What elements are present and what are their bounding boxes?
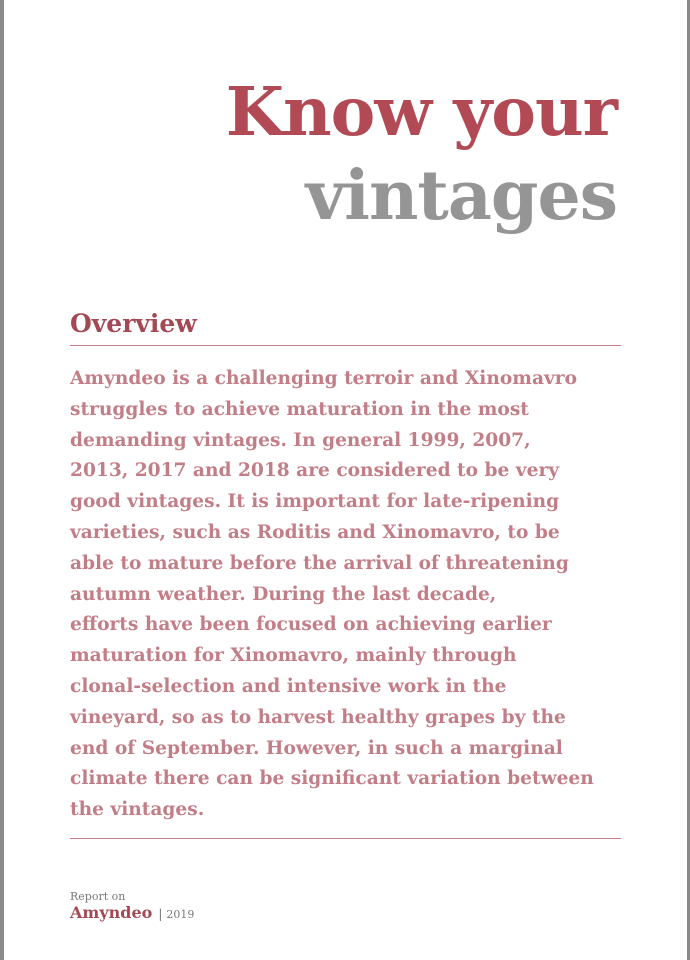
document-page xyxy=(4,0,687,960)
paragraph-line: the vintages. xyxy=(70,799,205,821)
paragraph-line: able to mature before the arrival of threatening xyxy=(70,552,569,574)
footer-brand xyxy=(70,903,194,922)
paragraph-line: vineyard, so as to harvest healthy grapes by the xyxy=(70,706,566,728)
paragraph-line: end of September. However, in such a marginal xyxy=(70,737,563,759)
paragraph-line: climate there can be significant variation between xyxy=(70,768,594,790)
report-year: 2019 xyxy=(166,908,195,921)
paragraph-line: varieties, such as Roditis and Xinomavro, to be xyxy=(70,521,560,543)
report-label: Report on xyxy=(70,890,126,903)
paragraph-line: good vintages. It is important for late-ripening xyxy=(70,491,560,513)
footer-separator: | xyxy=(158,907,163,921)
brand-name: Amyndeo xyxy=(70,903,153,922)
section-heading: Overview xyxy=(70,309,197,338)
heading-divider xyxy=(70,345,621,346)
section-end-divider xyxy=(70,838,621,839)
paragraph-line: struggles to achieve maturation in the most xyxy=(70,398,529,420)
title-line-2: vintages xyxy=(305,156,617,236)
paragraph-line: efforts have been focused on achieving earlier xyxy=(70,614,552,636)
paragraph-line: demanding vintages. In general 1999, 2007, xyxy=(70,429,531,451)
title-line-1: Know your xyxy=(225,72,617,151)
paragraph-line: autumn weather. During the last decade, xyxy=(70,583,497,605)
paragraph-line: Amyndeo is a challenging terroir and Xinomavro xyxy=(70,368,577,389)
paragraph-line: clonal-selection and intensive work in the xyxy=(70,675,507,697)
paragraph-line: 2013, 2017 and 2018 are considered to be very xyxy=(70,460,560,482)
paragraph-line: maturation for Xinomavro, mainly through xyxy=(70,645,517,667)
overview-paragraph xyxy=(70,364,630,826)
